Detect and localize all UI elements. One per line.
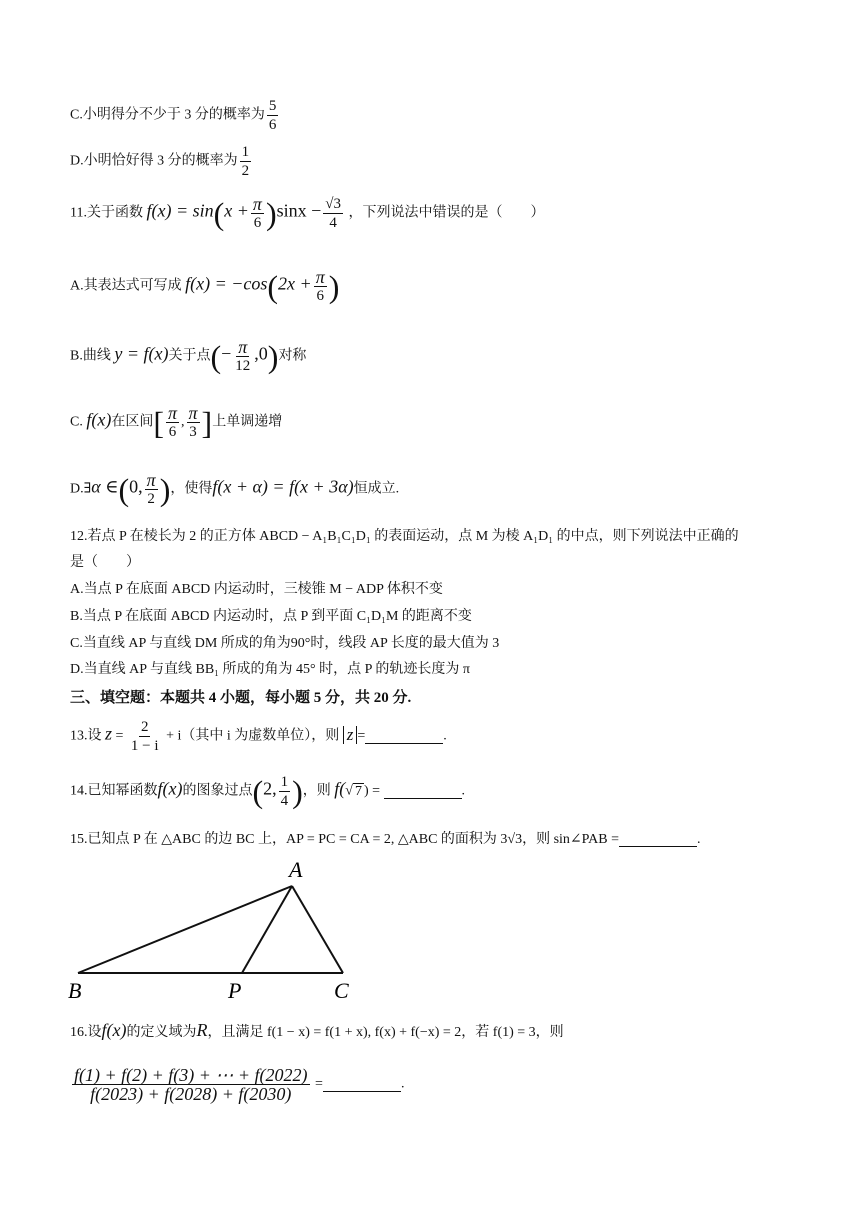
q12-option-a: A.当点 P 在底面 ABCD 内运动时，三棱锥 M − ADP 体积不变 [70, 582, 443, 597]
q14: 14.已知幂函数f(x)的图象过点(2, $\frac{1}{4}$ )，则 f(√ 7 ) = . [70, 773, 466, 810]
answer-blank [384, 784, 462, 799]
big-fraction: $\frac{f(1) + f(2) + f(3) + \cdots + f(2022)}{f(2023) + f(2028) + f(2030)}$ [74, 1065, 308, 1104]
fraction: $\frac{5}{6}$ [268, 98, 277, 133]
q12-option-c: C.当直线 AP 与直线 DM 所成的角为90°时，线段 AP 长度的最大值为 3 [70, 636, 500, 651]
triangle-figure [60, 855, 380, 1005]
fraction: $\frac{1}{2}$ [241, 144, 250, 179]
q11-option-c: C. f(x)在区间[ $\frac{\pi}{6}$ , $\frac{\pi}{3}$ ]上单调递增 [70, 403, 283, 441]
label-c: C [334, 978, 349, 1003]
q11-option-d: D.∃α ∈(0, $\frac{\pi}{2}$ )，使得f(x + α) = f(x + 3α)恒成立. [70, 470, 400, 508]
q11-stem: 11.关于函数 f(x) = sin(x + $\frac{\pi}{6}$ )sinx − $\frac{√3}{4}$ ，下列说法中错误的是（ ） [70, 194, 545, 232]
answer-blank [365, 729, 443, 744]
q15: 15.已知点 P 在 △ABC 的边 BC 上，AP = PC = CA = 2, △ABC 的面积为 3√3，则 sin∠PAB = . [70, 832, 701, 847]
q12-option-b: B.当点 P 在底面 ABCD 内运动时，点 P 到平面 C₁D₁M 的距离不变 [70, 609, 472, 624]
q12-stem-line1: 12.若点 P 在棱长为 2 的正方体 ABCD − A₁B₁C₁D₁ 的表面运动，点 M 为棱 A₁D₁ 的中点，则下列说法中正确的 [70, 529, 739, 544]
q12-stem-line2: 是（ ） [70, 555, 140, 570]
q16-line2: $\frac{f(1) + f(2) + f(3) + \cdots + f(2022)}{f(2023) + f(2028) + f(2030)}$ = . [74, 1065, 405, 1104]
q10-option-d: D.小明恰好得 3 分的概率为 $\frac{1}{2}$ [70, 144, 250, 179]
edge-ap [242, 886, 292, 973]
q11-option-b: B.曲线 y = f(x)关于点(− $\frac{\pi}{12}$ ,0)对称 [70, 337, 307, 375]
label-b: B [68, 978, 82, 1003]
section-heading: 三、填空题：本题共 4 小题，每小题 5 分，共 20 分. [70, 690, 412, 706]
label-a: A [289, 857, 303, 882]
edge-ab [78, 886, 292, 973]
q10-option-c: C.小明得分不少于 3 分的概率为 $\frac{5}{6}$ [70, 98, 277, 133]
answer-blank [619, 832, 697, 847]
q13: 13.设 z = $\frac{2}{1 - i}$ + i（其中 i 为虚数单位），则 z = . [70, 719, 447, 754]
label-p: P [228, 978, 242, 1003]
edge-ac [292, 886, 343, 973]
answer-blank [323, 1077, 401, 1092]
q11-option-a: A.其表达式可写成 f(x) = −cos(2x + $\frac{\pi}{6}$ ) [70, 267, 340, 305]
q12-option-d: D.当直线 AP 与直线 BB₁ 所成的角为 45° 时，点 P 的轨迹长度为 π [70, 662, 470, 677]
q16-line1: 16.设f(x)的定义域为R，且满足 f(1 − x) = f(1 + x), f(x) + f(−x) = 2，若 f(1) = 3，则 [70, 1020, 564, 1040]
